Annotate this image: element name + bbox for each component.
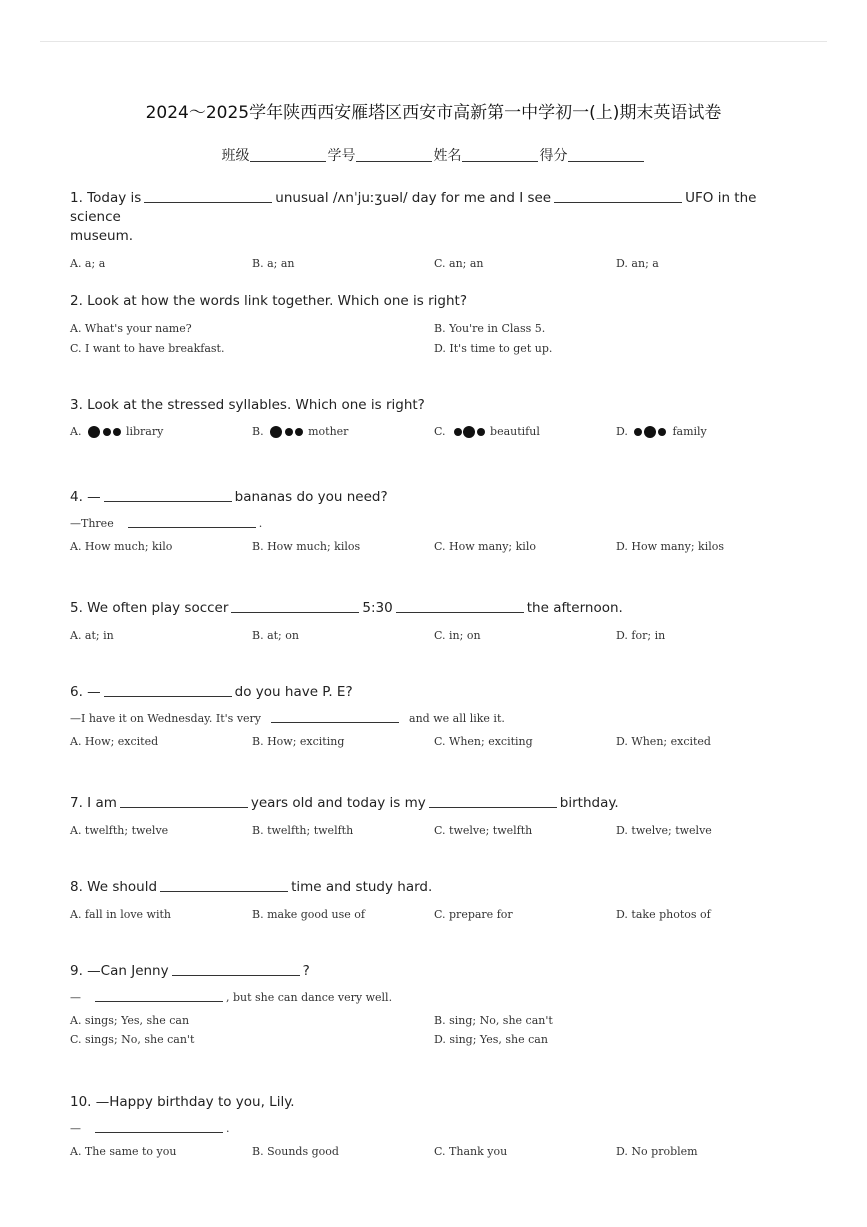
option-c[interactable]: C. Thank you	[434, 1145, 508, 1158]
answer-blank	[104, 489, 232, 502]
option-b[interactable]: B. How much; kilos	[252, 540, 361, 553]
question-stem: 7. I am years old and today is my birthday.	[70, 795, 619, 811]
option-a[interactable]: A. How much; kilo	[70, 540, 173, 553]
stress-pattern-icon	[85, 425, 123, 439]
answer-blank	[95, 1120, 223, 1133]
option-d[interactable]: D. twelve; twelve	[616, 824, 712, 837]
question-1	[70, 189, 790, 270]
option-c[interactable]: C. When; exciting	[434, 735, 533, 748]
options	[70, 1014, 790, 1054]
option-b[interactable]: B. Sounds good	[252, 1145, 339, 1158]
option-b[interactable]: B. sing; No, she can't	[434, 1014, 553, 1027]
options	[70, 1145, 790, 1163]
answer-blank	[396, 600, 524, 613]
option-d[interactable]: D. When; excited	[616, 735, 711, 748]
option-c[interactable]: C. in; on	[434, 629, 481, 642]
option-b[interactable]: B. a; an	[252, 257, 295, 270]
option-d[interactable]: D. family	[616, 425, 707, 438]
option-c[interactable]: C. twelve; twelfth	[434, 824, 533, 837]
stress-pattern-icon	[267, 425, 305, 439]
options	[70, 322, 790, 362]
score-field: 得分	[540, 145, 646, 165]
answer-blank	[271, 710, 399, 723]
page-title: 2024～2025学年陕西西安雁塔区西安市高新第一中学初一(上)期末英语试卷	[145, 103, 722, 123]
question-2	[70, 292, 790, 355]
options	[70, 257, 790, 277]
option-a[interactable]: A. a; a	[70, 257, 106, 270]
options	[70, 735, 790, 753]
student-id-field: 学号	[328, 145, 434, 165]
option-d[interactable]: D. It's time to get up.	[434, 342, 553, 355]
option-c[interactable]: C. prepare for	[434, 908, 513, 921]
question-response: —I have it on Wednesday. It's very and we all like it.	[70, 712, 505, 725]
question-stem: 1. Today is unusual /ʌnˈjuːʒuəl/ day for me and I see UFO in the science museum.	[70, 190, 757, 244]
question-stem: 2. Look at how the words link together. Which one is right?	[70, 293, 467, 309]
question-stem: 6. — do you have P. E?	[70, 684, 353, 700]
answer-blank	[160, 879, 288, 892]
answer-blank	[95, 989, 223, 1002]
class-field: 班级	[222, 145, 328, 165]
options	[70, 824, 790, 842]
option-a[interactable]: A. fall in love with	[70, 908, 171, 921]
option-d[interactable]: D. How many; kilos	[616, 540, 725, 553]
question-response: — .	[70, 1122, 230, 1135]
option-b[interactable]: B. make good use of	[252, 908, 365, 921]
option-a[interactable]: A. sings; Yes, she can	[70, 1014, 190, 1027]
option-a[interactable]: A. How; excited	[70, 735, 159, 748]
option-c[interactable]: C. I want to have breakfast.	[70, 342, 225, 355]
answer-blank	[104, 684, 232, 697]
option-b[interactable]: B. at; on	[252, 629, 299, 642]
question-9	[70, 962, 790, 1046]
options	[70, 425, 790, 447]
option-b[interactable]: B. How; exciting	[252, 735, 345, 748]
question-stem: 8. We should time and study hard.	[70, 879, 433, 895]
question-7	[70, 794, 790, 837]
option-c[interactable]: C. sings; No, she can't	[70, 1033, 195, 1046]
option-d[interactable]: D. take photos of	[616, 908, 711, 921]
option-d[interactable]: D. No problem	[616, 1145, 698, 1158]
top-divider	[40, 41, 827, 42]
option-d[interactable]: D. an; a	[616, 257, 659, 270]
option-b[interactable]: B. You're in Class 5.	[434, 322, 546, 335]
question-8	[70, 878, 790, 921]
options	[70, 629, 790, 647]
question-5	[70, 599, 790, 642]
answer-blank	[231, 600, 359, 613]
question-10	[70, 1093, 790, 1158]
answer-blank	[128, 515, 256, 528]
answer-blank	[429, 795, 557, 808]
question-stem: 9. —Can Jenny ?	[70, 963, 310, 979]
option-c[interactable]: C. beautiful	[434, 425, 540, 438]
answer-blank	[120, 795, 248, 808]
question-stem: 10. —Happy birthday to you, Lily.	[70, 1094, 295, 1110]
option-a[interactable]: A. at; in	[70, 629, 114, 642]
option-b[interactable]: B. mother	[252, 425, 349, 438]
answer-blank	[172, 963, 300, 976]
name-field: 姓名	[434, 145, 540, 165]
option-a[interactable]: A. twelfth; twelve	[70, 824, 169, 837]
answer-blank	[144, 190, 272, 203]
option-c[interactable]: C. How many; kilo	[434, 540, 536, 553]
option-a[interactable]: A. The same to you	[70, 1145, 177, 1158]
header-fields	[0, 145, 867, 165]
option-d[interactable]: D. sing; Yes, she can	[434, 1033, 548, 1046]
option-a[interactable]: A. library	[70, 425, 164, 438]
answer-blank	[554, 190, 682, 203]
options	[70, 540, 790, 558]
question-4	[70, 488, 790, 553]
question-stem: 3. Look at the stressed syllables. Which one is right?	[70, 397, 425, 413]
question-3	[70, 396, 790, 437]
stress-pattern-icon	[631, 425, 669, 439]
option-b[interactable]: B. twelfth; twelfth	[252, 824, 354, 837]
question-stem: 5. We often play soccer 5:30 the afternoon.	[70, 600, 623, 616]
option-d[interactable]: D. for; in	[616, 629, 666, 642]
option-c[interactable]: C. an; an	[434, 257, 484, 270]
options	[70, 908, 790, 926]
stress-pattern-icon	[449, 425, 487, 439]
question-response: — , but she can dance very well.	[70, 991, 393, 1004]
question-6	[70, 683, 790, 748]
question-response: —Three .	[70, 517, 263, 530]
option-a[interactable]: A. What's your name?	[70, 322, 192, 335]
question-stem: 4. — bananas do you need?	[70, 489, 388, 505]
